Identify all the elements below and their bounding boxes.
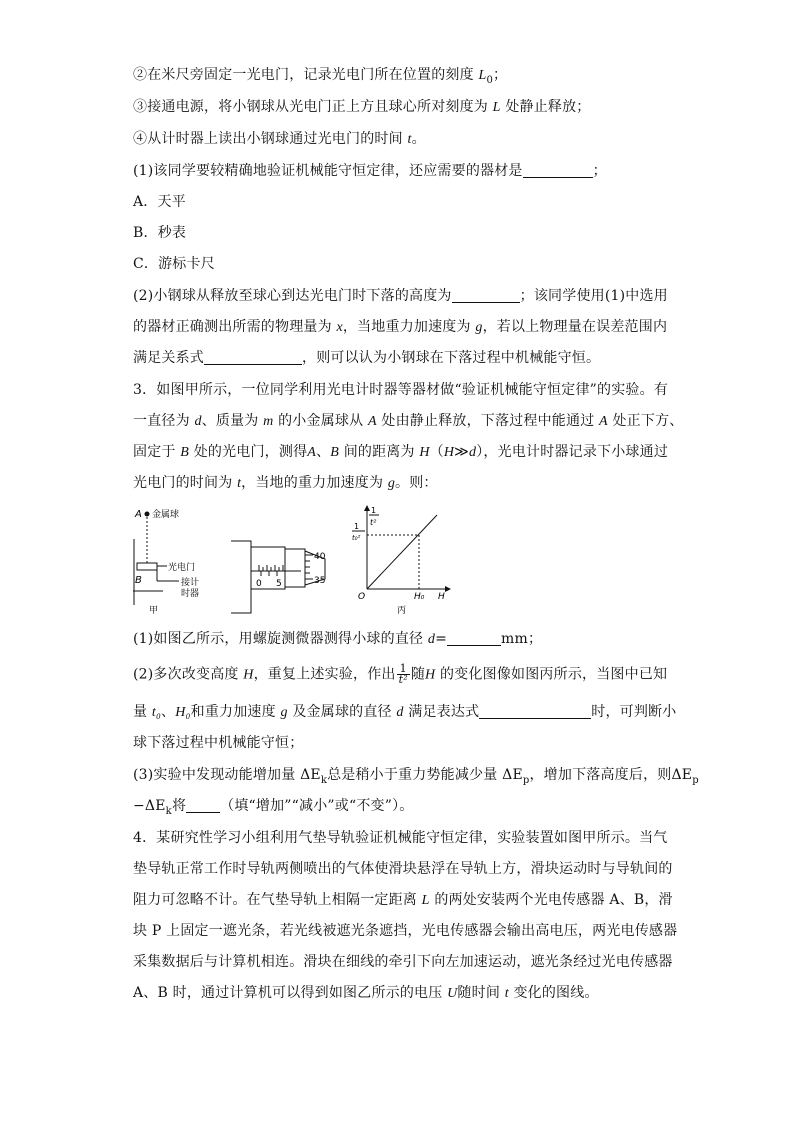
x-axis-label: H [438,592,445,602]
origin-label: O [358,592,366,602]
q4-line5: 采集数据后与计算机相连。滑块在细线的牵引下向左加速运动，遮光条经过光电传感器 [133,954,673,970]
tick-0: 0 [256,579,262,589]
micrometer-frame [231,541,251,613]
q4-line4: 块 P 上固定一遮光条，若光线被遮光条遮挡，光电传感器会输出高电压，两光电传感器 [133,923,678,939]
figure-jia [133,508,199,616]
q4-line3: 阻力可忽略不计。在气垫导轨上相隔一定距离 L 的两处安装两个光电传感器 A、B，滑 [133,892,673,908]
one-over-t-squared: $\frac{1}{\text{t²}}$ [398,662,408,686]
ball-icon [145,512,150,517]
point-a-label: A [135,509,142,520]
y-axis-num: 1 [371,506,377,515]
option-a: A．天平 [133,194,186,210]
q2-part2-line1: (2)小钢球从释放至球心到达光电门时下落的高度为 ；该同学使用(1)中选用 [133,288,668,304]
y-tick-den: t₀² [352,534,361,542]
option-c: C．游标卡尺 [133,256,215,272]
q4-line2: 垫导轨正常工作时导轨两侧喷出的气体使滑块悬浮在导轨上方，滑块运动时与导轨间的 [133,861,673,877]
q3-part3-line1: (3)实验中发现动能增加量 $\Delta E_k$总是稍小于重力势能减少量 $\Delta E_p$，增加下落高度后，则$\Delta E_p$ [133,767,699,786]
step-3: ③接通电源，将小钢球从光电门正上方且球心所对刻度为 L 处静止释放； [133,99,591,115]
q3-line4: 光电门的时间为 t，当地的重力加速度为 g。则： [133,475,438,491]
q4-line6: A、B 时，通过计算机可以得到如图乙所示的电压 U随时间 t 变化的图线。 [133,985,599,1001]
tick-5: 5 [276,579,282,589]
answer-blank[interactable] [204,350,302,365]
tick-40: 40 [314,552,326,562]
photogate-icon [137,563,157,570]
step-4: ④从计时器上读出小钢球通过光电门的时间 t。 [133,131,426,147]
q3-part2-line3: 球下落过程中机械能守恒； [133,735,304,751]
timer-label-2: 时器 [181,589,200,599]
tick-35: 35 [314,576,326,586]
step-2: ②在米尺旁固定一光电门，记录光电门所在位置的刻度 $L_0$； [133,67,508,86]
timer-label-1: 接计 [181,578,200,588]
option-b: B．秒表 [133,225,187,241]
q2-part2-line2: 的器材正确测出所需的物理量为 x，当地重力加速度为 g，若以上物理量在误差范围内 [133,319,668,335]
figure-micrometer [231,541,326,613]
ball-label: 金属球 [152,510,180,520]
y-tick-num: 1 [354,522,360,531]
x-tick-h0: H₀ [414,592,425,602]
q3-line2: 一直径为 d、质量为 m 的小金属球从 A 处由静止释放，下落过程中能通过 A 处正下方、 [133,413,684,429]
gate-label: 光电门 [168,563,196,573]
graph-line [367,515,437,589]
answer-blank[interactable] [452,288,520,303]
answer-blank[interactable] [447,631,501,646]
q4-line1: 4．某研究性学习小组利用气垫导轨验证机械能守恒定律，实验装置如图甲所示。当气 [133,830,668,846]
q2-part1: (1)该同学要较精确地验证机械能守恒定律，还应需要的器材是 ； [133,163,607,179]
y-axis-den: t² [370,518,377,527]
point-b-label: B [135,575,142,586]
q3-part2-line1: (2)多次改变高度 H，重复上述实验，作出 $\frac{1}{\text{t²}}$ 随H 的变化图像如图丙所示，当图中已知 [133,662,668,686]
figure-graph [352,505,451,616]
q3-part1: (1)如图乙所示，用螺旋测微器测得小球的直径 d= mm； [133,631,543,647]
experiment-figures [133,505,453,617]
micrometer-thimble [285,549,305,587]
q3-line1: 3．如图甲所示，一位同学利用光电计时器等器材做“验证机械能守恒定律”的实验。有 [133,382,669,398]
answer-blank[interactable] [479,704,591,719]
figure-jia-label: 甲 [149,606,159,616]
q3-part3-line2: $-\Delta E_k$将 （填“增加”“减小”或“不变”）。 [133,798,414,817]
q2-part2-line3: 满足关系式 ，则可以认为小钢球在下落过程中机械能守恒。 [133,350,601,366]
answer-blank[interactable] [523,163,593,178]
figure-bing-label: 丙 [397,606,407,616]
answer-blank[interactable] [186,798,220,813]
q3-line3: 固定于 B 处的光电门，测得A、B 间的距离为 H（H≫d），光电计时器记录下小球通过 [133,444,669,460]
q3-part2-line2: 量 t₀、H₀和重力加速度 g 及金属球的直径 d 满足表达式 时，可判断小 [133,704,677,720]
